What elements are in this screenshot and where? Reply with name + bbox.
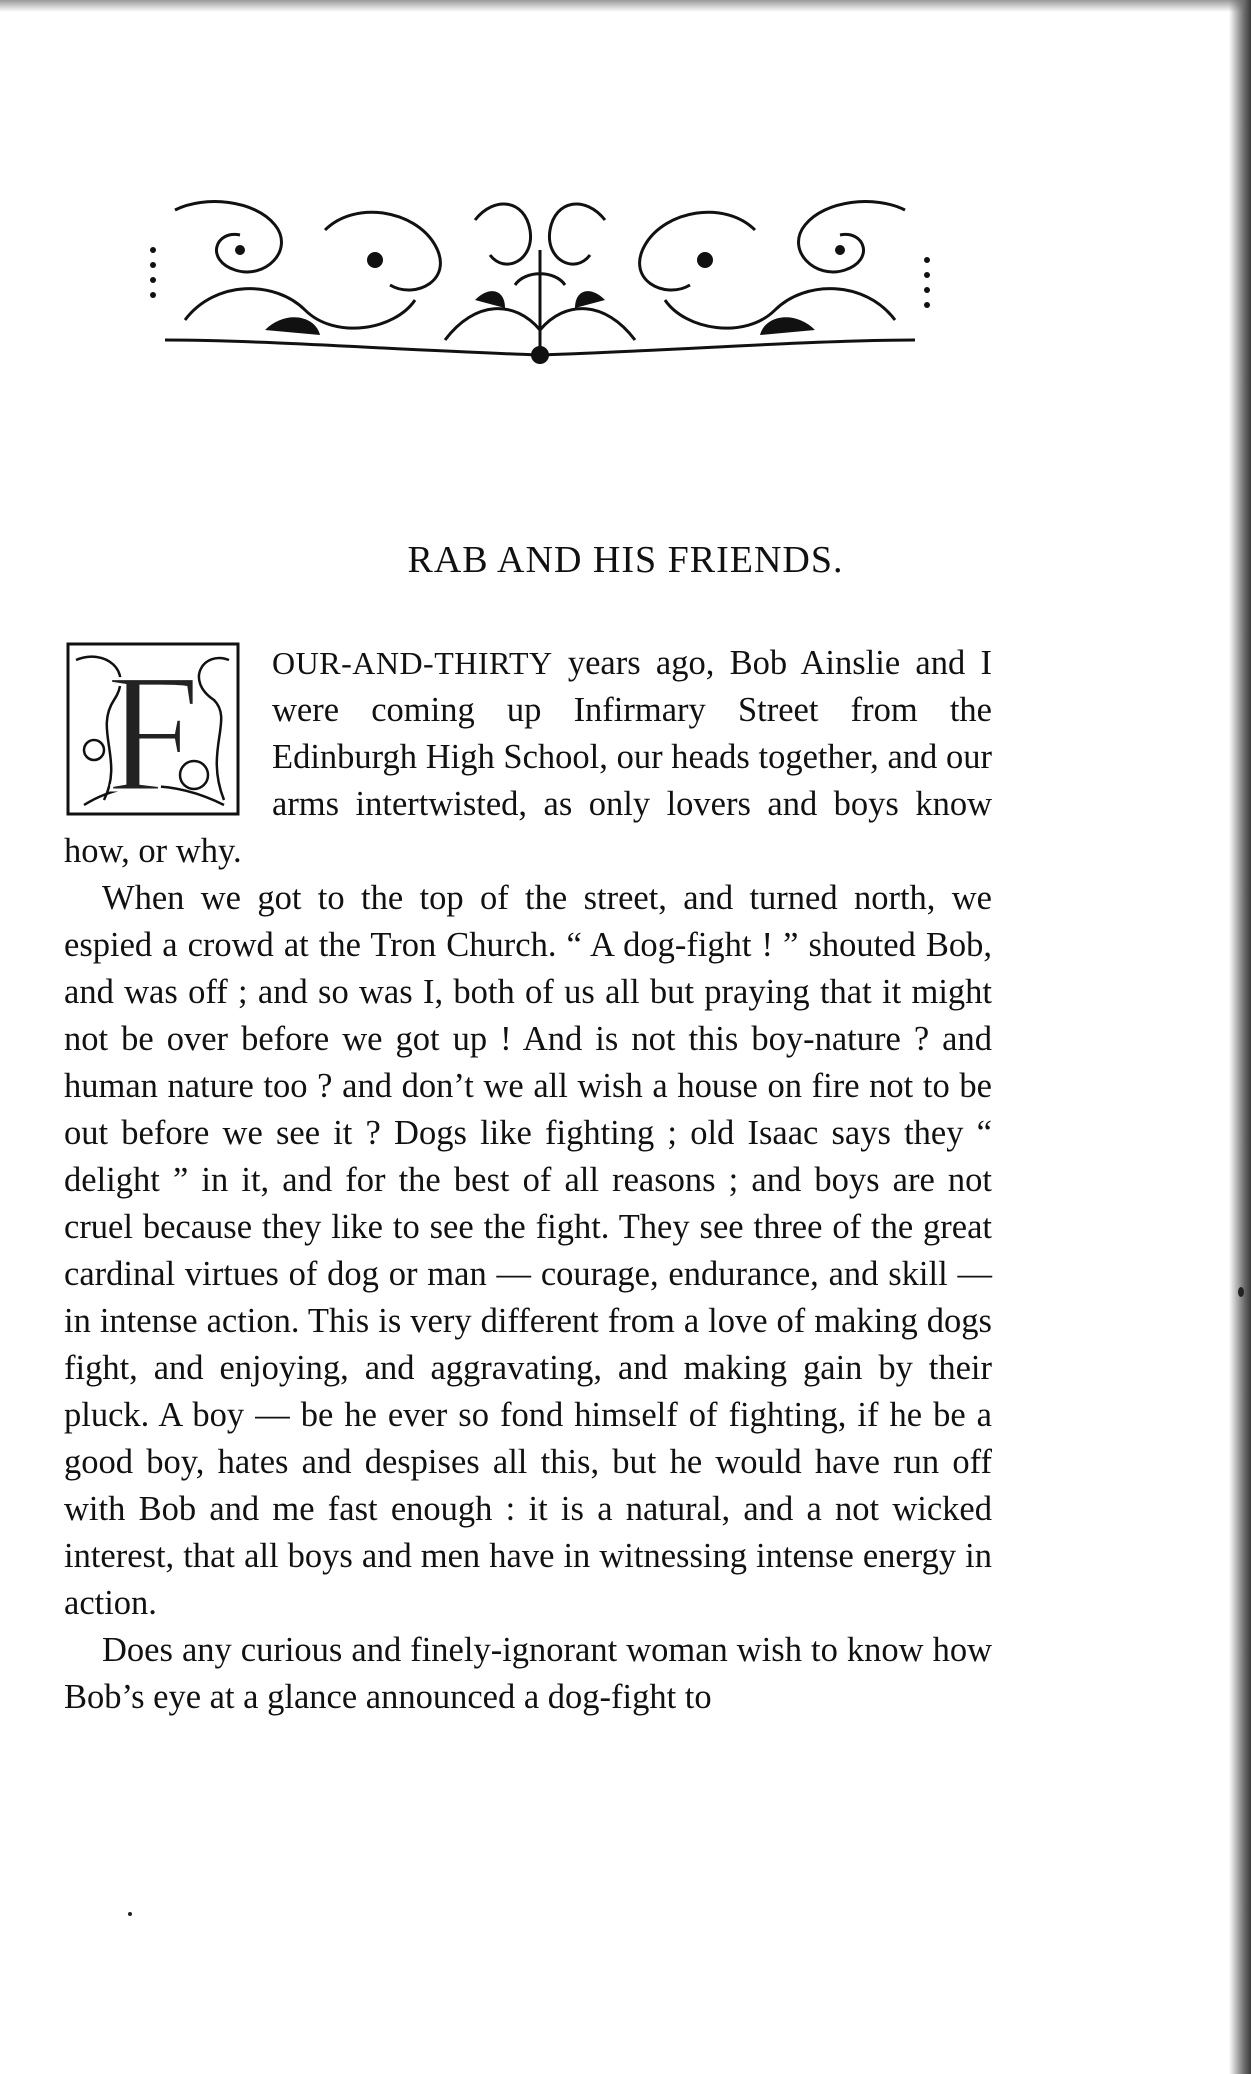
ornamental-headpiece-icon <box>145 190 935 370</box>
paragraph-text: years ago, Bob Ainslie and I were coming up Infirmary Street from the Edinburgh High School, our heads together, and our arms intertwisted, as only lovers and boys know how, or why. <box>64 644 992 870</box>
paragraph: When we got to the top of the street, and turned north, we espied a crowd at the Tron Church. “ A dog-fight ! ” shouted Bob, and was off ; and so was I, both of us all but praying that it might not be over before we got up ! And is not this boy-nature ? and human nature too ? and don’t we all wish a house on fire not to be out before we see it ? Dogs like fighting ; old Isaac says they “ delight ” in it, and for the best of all reasons ; and boys are not cruel because they like to see the fight. They see three of the great cardinal virtues of dog or man — courage, endurance, and skill — in intense action. This is very different from a love of making dogs fight, and enjoying, and aggravating, and making gain by their pluck. A boy — be he ever so fond himself of fighting, if he be a good boy, hates and despises all this, but he would have run off with Bob and me fast enough : it is a natural, and a not wicked interest, that all boys and men have in witnessing intense energy in action. <box>64 879 992 1622</box>
paragraph <box>64 640 992 875</box>
paragraph: Does any curious and finely-ignorant woman wish to know how Bob’s eye at a glance announced a dog-fight to <box>64 1631 992 1716</box>
page-top-shadow <box>0 0 1251 12</box>
opening-words: OUR-AND-THIRTY <box>272 645 553 681</box>
body-text <box>64 640 992 1721</box>
ink-speck <box>1238 1287 1244 1297</box>
page-right-shadow <box>1229 0 1251 2074</box>
ink-speck <box>128 1912 132 1916</box>
drop-cap-letter: F <box>105 640 201 818</box>
chapter-title: RAB AND HIS FRIENDS. <box>407 539 844 581</box>
decorated-drop-cap <box>64 640 242 818</box>
